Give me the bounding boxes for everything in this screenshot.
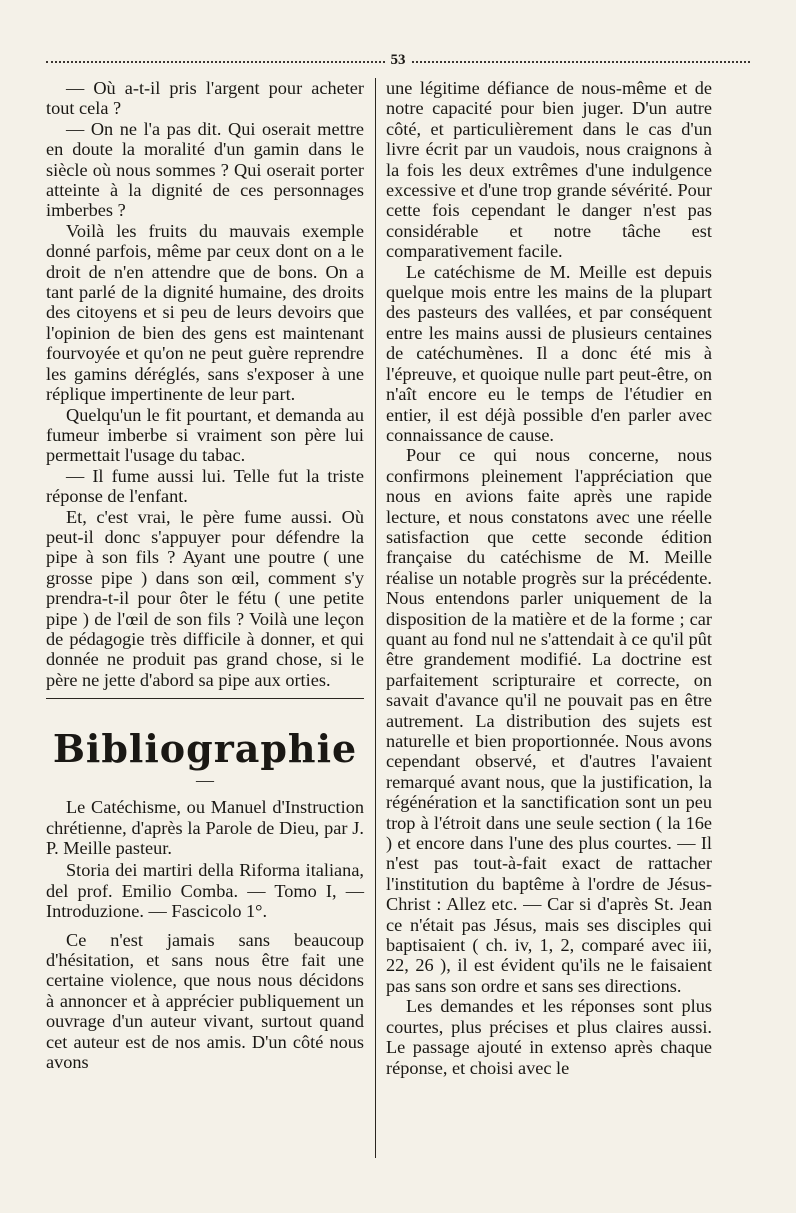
header-rule-right — [412, 61, 751, 63]
paragraph: — Il fume aussi lui. Telle fut la triste réponse de l'enfant. — [46, 465, 364, 507]
paragraph: Ce n'est jamais sans beaucoup d'hésitation, et sans nous être fait une certaine violence, que nous nous décidons à annoncer et à apprécier publiquement un ouvrage d'un auteur vivant, surtout quand cet auteur est de nos amis. D'un côté nous avons — [46, 929, 364, 1073]
paragraph: Le catéchisme de M. Meille est depuis quelque mois entre les mains de la plupart des pasteurs des vallées, et par conséquent entre les mains aussi de plusieurs centaines de catéchumènes. Il a donc été mis à l'épreuve, et quoique nulle part peut-être, on n'aît encore eu le temps de l'étudier en entier, il est déjà possible d'en parler avec connaissance de cause. — [386, 261, 712, 445]
book-reference: Storia dei martiri della Riforma italiana, del prof. Emilio Comba. — Tomo I, — Introduzione. — Fascicolo 1°. — [46, 860, 364, 922]
section-divider — [46, 698, 364, 699]
section-title: Bibliographie — [52, 726, 358, 772]
left-column — [46, 78, 364, 1072]
paragraph: — Où a-t-il pris l'argent pour acheter tout cela ? — [46, 78, 364, 119]
paragraph: une légitime défiance de nous-même et de notre capacité pour bien juger. D'un autre côté, et particulièrement dans le cas d'un livre écrit par un vaudois, nous craignons à la fois les deux extrêmes d'une indulgence excessive et d'une trop grande sévérité. Pour cette fois cependant le danger n'est pas considérable et notre tâche est comparativement facile. — [386, 78, 712, 262]
paragraph: Voilà les fruits du mauvais exemple donné parfois, même par ceux dont on a le droit de n'en attendre que de bons. On a tant parlé de la dignité humaine, des droits des citoyens et si peu de leurs devoirs que l'opinion de bien des gens est maintenant fourvoyée et qu'on ne peut guère reprendre les gamins déréglés, sans s'exposer à une réplique impertinente de leur part. — [46, 220, 364, 405]
paragraph: Quelqu'un le fit pourtant, et demanda au fumeur imberbe si vraiment son père lui permettait l'usage du tabac. — [46, 404, 364, 466]
paragraph: Les demandes et les réponses sont plus courtes, plus précises et plus claires aussi. Le passage ajouté in extenso après chaque réponse, et choisi avec le — [386, 996, 712, 1078]
page-number: 53 — [390, 51, 406, 68]
title-dash: — — [196, 770, 214, 791]
paragraph: Pour ce qui nous concerne, nous confirmons pleinement l'appréciation que nous en avions faite après une rapide lecture, et nous constatons avec une réelle satisfaction que cette seconde édition française du catéchisme de M. Meille réalise un notable progrès sur la précédente. Nous entendons parler uniquement de la disposition de la matière et de la forme ; car quant au fond nul ne s'attendait à ce qu'il pût être grandement modifié. La doctrine est parfaitement scripturaire et correcte, on savait d'avance qu'il ne pouvait pas en être autrement. La distribution des sujets est naturelle et bien proportionnée. Nous avons cependant observé, et d'autres l'avaient remarqué avant nous, que la justification, la régénération et la sanctification sont un peu trop à l'étroit dans une seule section ( la 16e ) et encore dans l'une des plus courtes. — Il n'est pas tout-à-fait exact de rattacher l'institution du baptême à l'ordre de Jésus-Christ : Allez etc. — Car si d'après St. Jean ce n'était pas Jésus, mais ses disciples qui baptisaient ( ch. iv, 1, 2, comparé avec iii, 22, 26 ), il est évident qu'ils ne le faisaient pas sans son ordre et sans ses directions. — [386, 445, 712, 996]
header-rule-left — [46, 61, 385, 63]
book-reference: Le Catéchisme, ou Manuel d'Instruction chrétienne, d'après la Parole de Dieu, par J. P. Meille pasteur. — [46, 797, 364, 858]
right-column — [386, 78, 712, 1078]
paragraph: — On ne l'a pas dit. Qui oserait mettre en doute la moralité d'un gamin dans le siècle où nous sommes ? Qui oserait porter atteinte à la dignité de ces personnages imberbes ? — [46, 118, 364, 221]
column-divider — [375, 78, 376, 1158]
page-header — [46, 50, 750, 70]
paragraph: Et, c'est vrai, le père fume aussi. Où peut-il donc s'appuyer pour défendre la pipe à son fils ? Ayant une poutre ( une grosse pipe ) dans son œil, comment s'y prendra-t-il pour ôter le fétu ( une petite pipe ) de l'œil de son fils ? Voilà une leçon de pédagogie très difficile à donner, et qui donnée ne produit pas grand chose, si le père ne jette d'abord sa pipe aux orties. — [46, 506, 364, 690]
